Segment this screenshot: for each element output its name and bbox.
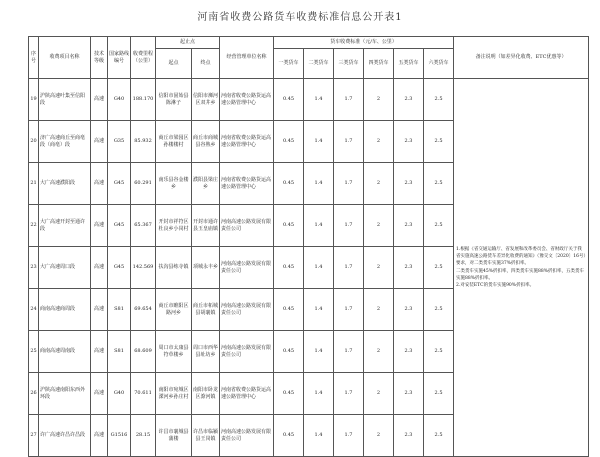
cell-rate-class-5: 2.3 <box>394 79 424 121</box>
cell-to: 项城永丰乡 <box>192 247 220 289</box>
cell-km: 60.291 <box>131 163 156 205</box>
cell-rate-class-6: 2.5 <box>424 247 454 289</box>
header-from: 起点 <box>156 49 192 79</box>
cell-rate-class-5: 2.3 <box>394 247 424 289</box>
header-item: 收费项目名称 <box>39 37 91 79</box>
header-class-1: 一类货车 <box>274 49 304 79</box>
cell-rate-class-6: 2.5 <box>424 205 454 247</box>
cell-rate-class-6: 2.5 <box>424 373 454 415</box>
cell-rate-class-4: 2 <box>364 289 394 331</box>
cell-rate-class-4: 2 <box>364 163 394 205</box>
cell-no: 22 <box>29 205 39 247</box>
cell-rate-class-2: 1.4 <box>304 163 334 205</box>
cell-operator: 河南高速公路发展有限责任公司 <box>220 331 274 373</box>
cell-tech: 高速 <box>91 205 108 247</box>
cell-to: 开封市通许县玉皇庙镇 <box>192 205 220 247</box>
cell-from: 商丘市睢阳区路河乡 <box>156 289 192 331</box>
cell-rate-class-5: 2.3 <box>394 289 424 331</box>
header-km: 收费里程（公里） <box>131 37 156 79</box>
cell-no: 21 <box>29 163 39 205</box>
cell-rate-class-4: 2 <box>364 205 394 247</box>
cell-route: G45 <box>108 163 131 205</box>
cell-rate-class-6: 2.5 <box>424 79 454 121</box>
header-no: 序号 <box>29 37 39 79</box>
cell-rate-class-2: 1.4 <box>304 79 334 121</box>
cell-route: S81 <box>108 289 131 331</box>
cell-rate-class-5: 2.3 <box>394 163 424 205</box>
cell-operator: 河南省收费公路货运高速公路管理中心 <box>220 121 274 163</box>
cell-tech: 高速 <box>91 373 108 415</box>
cell-from: 许昌市襄城县蒲楼 <box>156 415 192 457</box>
cell-item: 大广高速周口段 <box>39 247 91 289</box>
cell-rate-class-1: 0.45 <box>274 121 304 163</box>
header-operator: 经营管理单位名称 <box>220 37 274 79</box>
cell-rate-class-5: 2.3 <box>394 205 424 247</box>
cell-tech: 高速 <box>91 415 108 457</box>
cell-km: 69.654 <box>131 289 156 331</box>
header-to: 终点 <box>192 49 220 79</box>
header-class-5: 五类货车 <box>394 49 424 79</box>
cell-rate-class-1: 0.45 <box>274 247 304 289</box>
cell-rate-class-3: 1.7 <box>334 415 364 457</box>
cell-route: G45 <box>108 247 131 289</box>
cell-rate-class-1: 0.45 <box>274 373 304 415</box>
cell-rate-class-3: 1.7 <box>334 163 364 205</box>
header-class-3: 三类货车 <box>334 49 364 79</box>
cell-rate-class-2: 1.4 <box>304 331 334 373</box>
cell-route: G40 <box>108 79 131 121</box>
cell-rate-class-5: 2.3 <box>394 373 424 415</box>
cell-rate-class-3: 1.7 <box>334 121 364 163</box>
cell-km: 142.569 <box>131 247 156 289</box>
cell-rate-class-3: 1.7 <box>334 331 364 373</box>
cell-item: 大广高速濮阳段 <box>39 163 91 205</box>
table-row <box>29 79 589 121</box>
cell-no: 26 <box>29 373 39 415</box>
cell-item: 沪陕高速南阳东西外环段 <box>39 373 91 415</box>
cell-no: 19 <box>29 79 39 121</box>
cell-rate-class-2: 1.4 <box>304 247 334 289</box>
cell-to: 许昌市临颍县王岗镇 <box>192 415 220 457</box>
cell-operator: 河南高速公路发展有限责任公司 <box>220 289 274 331</box>
header-section: 起止点 <box>156 37 220 49</box>
cell-to: 商丘市柘城县胡襄镇 <box>192 289 220 331</box>
cell-tech: 高速 <box>91 331 108 373</box>
cell-from: 开封市祥符区杜良乡小岗村 <box>156 205 192 247</box>
note-cell <box>454 79 589 457</box>
cell-no: 24 <box>29 289 39 331</box>
cell-rate-class-1: 0.45 <box>274 205 304 247</box>
cell-item: 沪陕高速叶集至信阳段 <box>39 79 91 121</box>
cell-rate-class-4: 2 <box>364 79 394 121</box>
cell-rate-class-1: 0.45 <box>274 415 304 457</box>
cell-rate-class-2: 1.4 <box>304 121 334 163</box>
header-class-6: 六类货车 <box>424 49 454 79</box>
cell-rate-class-1: 0.45 <box>274 163 304 205</box>
fee-table <box>28 36 589 457</box>
note-line: 二类货车实施45%折扣率，四类货车实施88%折扣率，五类货车实施88%折扣率。 <box>456 268 585 281</box>
cell-tech: 高速 <box>91 163 108 205</box>
cell-no: 23 <box>29 247 39 289</box>
cell-rate-class-6: 2.5 <box>424 331 454 373</box>
cell-from: 信阳市固始县陈淋子 <box>156 79 192 121</box>
cell-rate-class-6: 2.5 <box>424 415 454 457</box>
cell-operator: 河南省收费公路货运高速公路管理中心 <box>220 79 274 121</box>
cell-item: 商南高速商周段 <box>39 289 91 331</box>
cell-rate-class-4: 2 <box>364 373 394 415</box>
cell-rate-class-3: 1.7 <box>334 289 364 331</box>
page-title: 河南省收费公路货车收费标准信息公开表1 <box>197 12 403 23</box>
header-row-1 <box>29 37 589 49</box>
cell-rate-class-1: 0.45 <box>274 289 304 331</box>
cell-no: 25 <box>29 331 39 373</box>
header-note: 备注说明（如差异化收费、ETC优惠等） <box>454 37 589 79</box>
cell-km: 65.367 <box>131 205 156 247</box>
header-route: 国家路线编号 <box>108 37 131 79</box>
cell-route: G40 <box>108 373 131 415</box>
cell-item: 济广高速商丘至商亳段（商亳）段 <box>39 121 91 163</box>
cell-from: 商丘市梁园区孙楼楼村 <box>156 121 192 163</box>
cell-to: 濮阳县梁庄乡 <box>192 163 220 205</box>
header-std: 货车收费标准（元/车、公里） <box>274 37 454 49</box>
cell-km: 85.932 <box>131 121 156 163</box>
cell-item: 许广高速许昌许昌段 <box>39 415 91 457</box>
cell-rate-class-1: 0.45 <box>274 79 304 121</box>
cell-rate-class-4: 2 <box>364 331 394 373</box>
cell-no: 27 <box>29 415 39 457</box>
cell-route: S81 <box>108 331 131 373</box>
cell-to: 周口市西华县址坊乡 <box>192 331 220 373</box>
cell-from: 周口市太康县符草楼乡 <box>156 331 192 373</box>
cell-to: 信阳市浉河区双井乡 <box>192 79 220 121</box>
cell-rate-class-6: 2.5 <box>424 121 454 163</box>
cell-rate-class-6: 2.5 <box>424 163 454 205</box>
cell-tech: 高速 <box>91 247 108 289</box>
cell-rate-class-3: 1.7 <box>334 79 364 121</box>
cell-km: 68.609 <box>131 331 156 373</box>
header-tech: 技术等级 <box>91 37 108 79</box>
header-class-2: 二类货车 <box>304 49 334 79</box>
cell-rate-class-2: 1.4 <box>304 205 334 247</box>
cell-rate-class-3: 1.7 <box>334 247 364 289</box>
cell-item: 大广高速开封至通许段 <box>39 205 91 247</box>
cell-operator: 河南高速公路发展有限责任公司 <box>220 205 274 247</box>
cell-item: 商南高速周南段 <box>39 331 91 373</box>
cell-rate-class-5: 2.3 <box>394 415 424 457</box>
cell-rate-class-1: 0.45 <box>274 331 304 373</box>
cell-rate-class-2: 1.4 <box>304 289 334 331</box>
cell-operator: 河南高速公路发展有限责任公司 <box>220 247 274 289</box>
cell-rate-class-5: 2.3 <box>394 331 424 373</box>
cell-rate-class-2: 1.4 <box>304 415 334 457</box>
cell-rate-class-5: 2.3 <box>394 121 424 163</box>
cell-km: 28.15 <box>131 415 156 457</box>
cell-operator: 河南省收费公路货运高速公路管理中心 <box>220 163 274 205</box>
cell-no: 20 <box>29 121 39 163</box>
cell-rate-class-6: 2.5 <box>424 289 454 331</box>
cell-tech: 高速 <box>91 121 108 163</box>
header-class-4: 四类货车 <box>364 49 394 79</box>
cell-to: 商丘市商城县谷熟乡 <box>192 121 220 163</box>
cell-operator: 河南省收费公路货运高速公路管理中心 <box>220 373 274 415</box>
note-line: 2.对安装ETC的货车实施90%折扣率。 <box>456 282 535 288</box>
cell-from: 南阳市宛城区溧河乡孙庄村 <box>156 373 192 415</box>
cell-rate-class-4: 2 <box>364 121 394 163</box>
cell-route: G35 <box>108 121 131 163</box>
note-line: 1.根据《省交通运输厅、省发展和改革委员会、省财政厅关于我省实施高速公路货车差异化收费的通知》（豫交文〔2020〕16号）要求，对二类货车实施37%折扣率。 <box>456 246 586 267</box>
cell-route: G1516 <box>108 415 131 457</box>
cell-rate-class-3: 1.7 <box>334 205 364 247</box>
cell-to: 南阳市卧龙区潦河镇 <box>192 373 220 415</box>
cell-km: 188.170 <box>131 79 156 121</box>
cell-rate-class-2: 1.4 <box>304 373 334 415</box>
cell-tech: 高速 <box>91 79 108 121</box>
cell-tech: 高速 <box>91 289 108 331</box>
cell-rate-class-4: 2 <box>364 247 394 289</box>
cell-km: 70.611 <box>131 373 156 415</box>
cell-operator: 河南高速公路发展有限责任公司 <box>220 415 274 457</box>
cell-route: G45 <box>108 205 131 247</box>
cell-from: 扶沟县练寺镇 <box>156 247 192 289</box>
cell-rate-class-4: 2 <box>364 415 394 457</box>
cell-rate-class-3: 1.7 <box>334 373 364 415</box>
cell-from: 南乐县谷金楼乡 <box>156 163 192 205</box>
